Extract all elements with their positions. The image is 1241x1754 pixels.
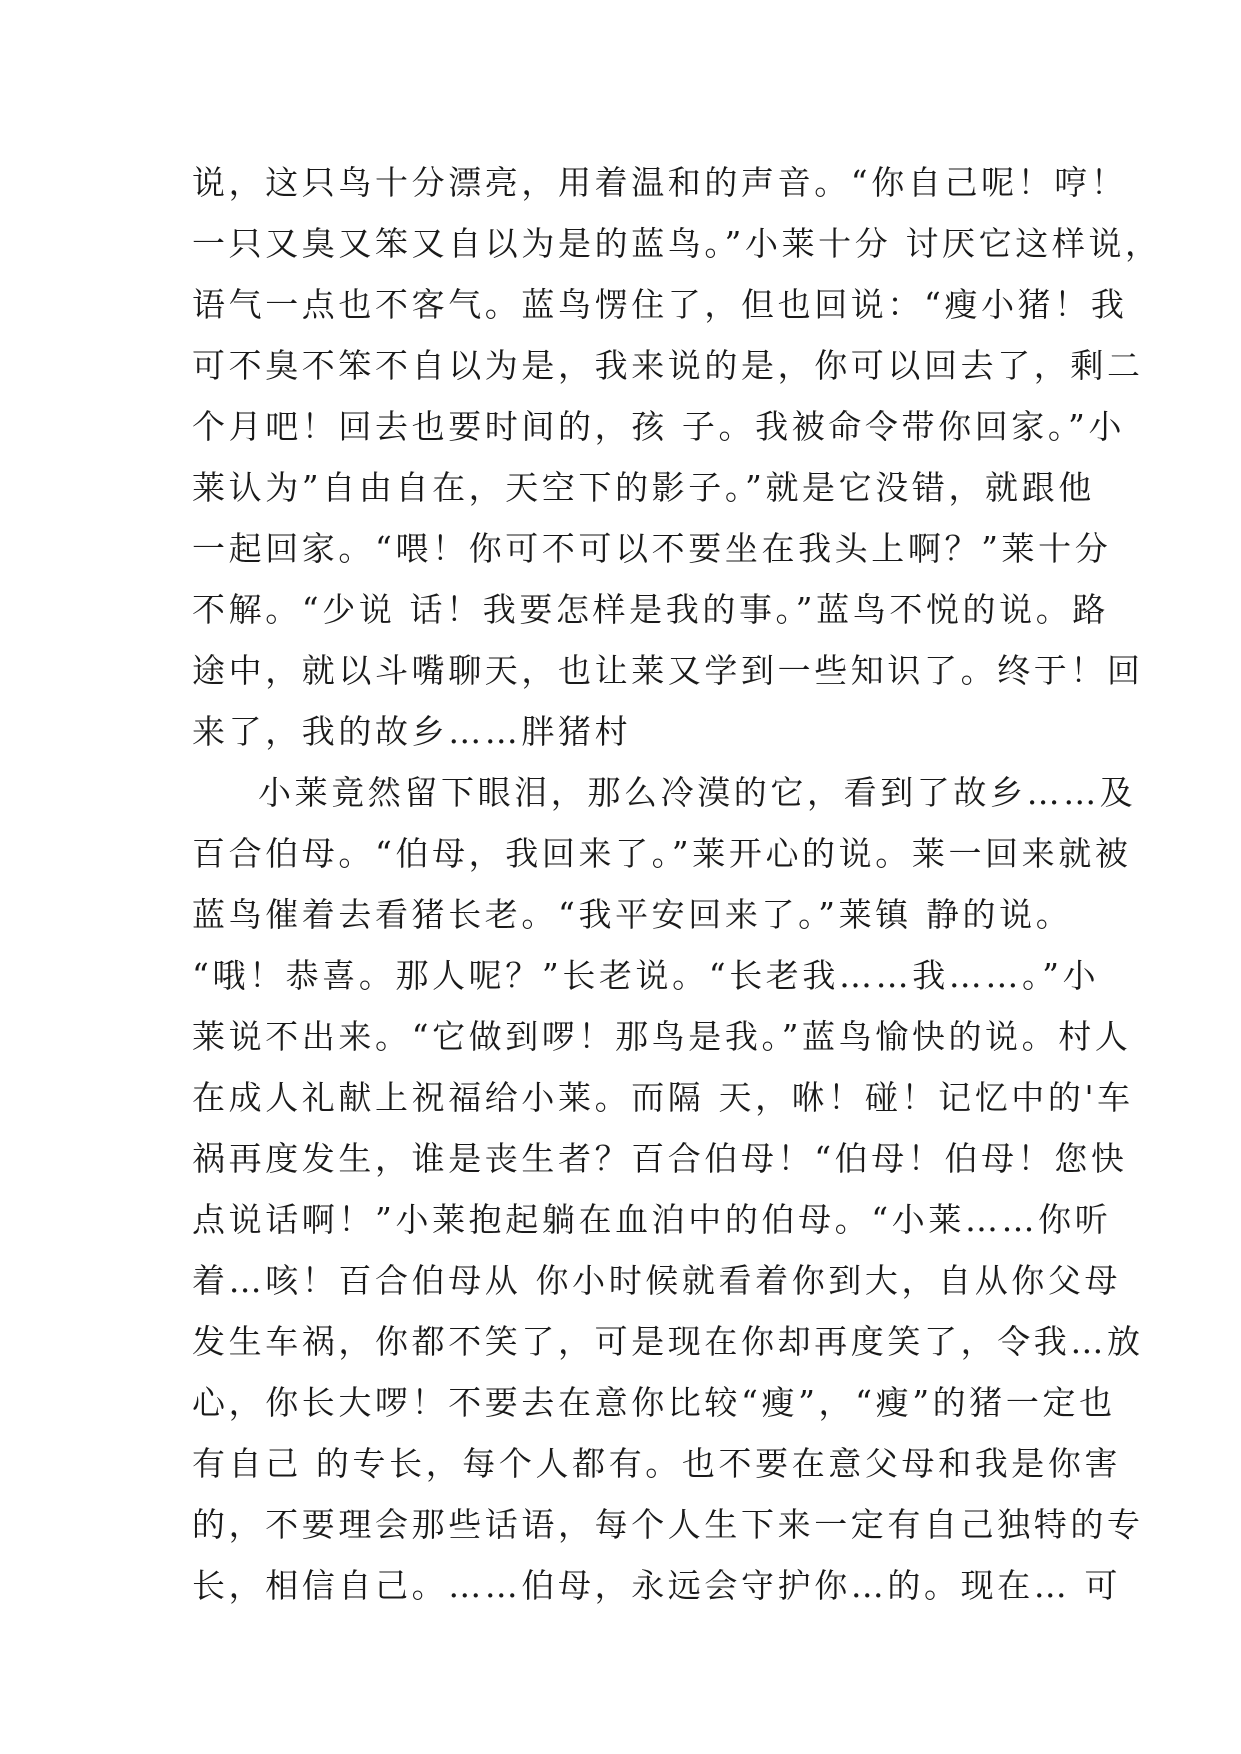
text-line: 莱说不出来。“它做到啰！那鸟是我。”蓝鸟愉快的说。村人: [192, 1017, 1132, 1056]
text-line: 在成人礼献上祝福给小莱。而隔 天，咻！碰！记忆中的'车: [192, 1078, 1134, 1117]
text-line: 途中，就以斗嘴聊天，也让莱又学到一些知识了。终于！回: [192, 651, 1144, 690]
text-line: 一起回家。“喂！你可不可以不要坐在我头上啊？”莱十分: [192, 529, 1112, 568]
text-line: 说，这只鸟十分漂亮，用着温和的声音。“你自己呢！哼！: [192, 163, 1128, 202]
text-line: 百合伯母。“伯母，我回来了。”莱开心的说。莱一回来就被: [192, 834, 1132, 873]
text-line: 有自己 的专长，每个人都有。也不要在意父母和我是你害: [192, 1444, 1122, 1483]
text-line: 着…咳！百合伯母从 你小时候就看着你到大，自从你父母: [192, 1261, 1122, 1300]
text-line: 可不臭不笨不自以为是，我来说的是，你可以回去了，剩二: [192, 346, 1144, 385]
text-line: 来了，我的故乡……胖猪村: [192, 712, 632, 751]
text-line: 语气一点也不客气。蓝鸟愣住了，但也回说：“瘦小猪！我: [192, 285, 1128, 324]
text-line: 不解。“少说 话！我要怎样是我的事。”蓝鸟不悦的说。路: [192, 590, 1109, 629]
text-line: 莱认为”自由自在，天空下的影子。”就是它没错，就跟他: [192, 468, 1095, 507]
text-line: 长，相信自己。……伯母，永远会守护你…的。现在… 可: [192, 1566, 1122, 1605]
text-line: 个月吧！回去也要时间的，孩 子。我被命令带你回家。”小: [192, 407, 1126, 446]
text-line: 蓝鸟催着去看猪长老。“我平安回来了。”莱镇 静的说。: [192, 895, 1073, 934]
text-line: 发生车祸，你都不笑了，可是现在你却再度笑了，令我…放: [192, 1322, 1144, 1361]
text-line: “哦！恭喜。那人呢？”长老说。“长老我……我……。”小: [192, 956, 1100, 995]
text-line: 祸再度发生，谁是丧生者？百合伯母！“伯母！伯母！您快: [192, 1139, 1128, 1178]
text-line: 点说话啊！”小莱抱起躺在血泊中的伯母。“小莱……你听: [192, 1200, 1112, 1239]
text-line: 的，不要理会那些话语，每个人生下来一定有自己独特的专: [192, 1505, 1144, 1544]
text-line: 心，你长大啰！不要去在意你比较“瘦”，“瘦”的猪一定也: [192, 1383, 1116, 1422]
paragraph-first-line: 小莱竟然留下眼泪，那么冷漠的它，看到了故乡……及: [258, 773, 1137, 812]
text-line: 一只又臭又笨又自以为是的蓝鸟。”小莱十分 讨厌它这样说，: [192, 224, 1162, 263]
